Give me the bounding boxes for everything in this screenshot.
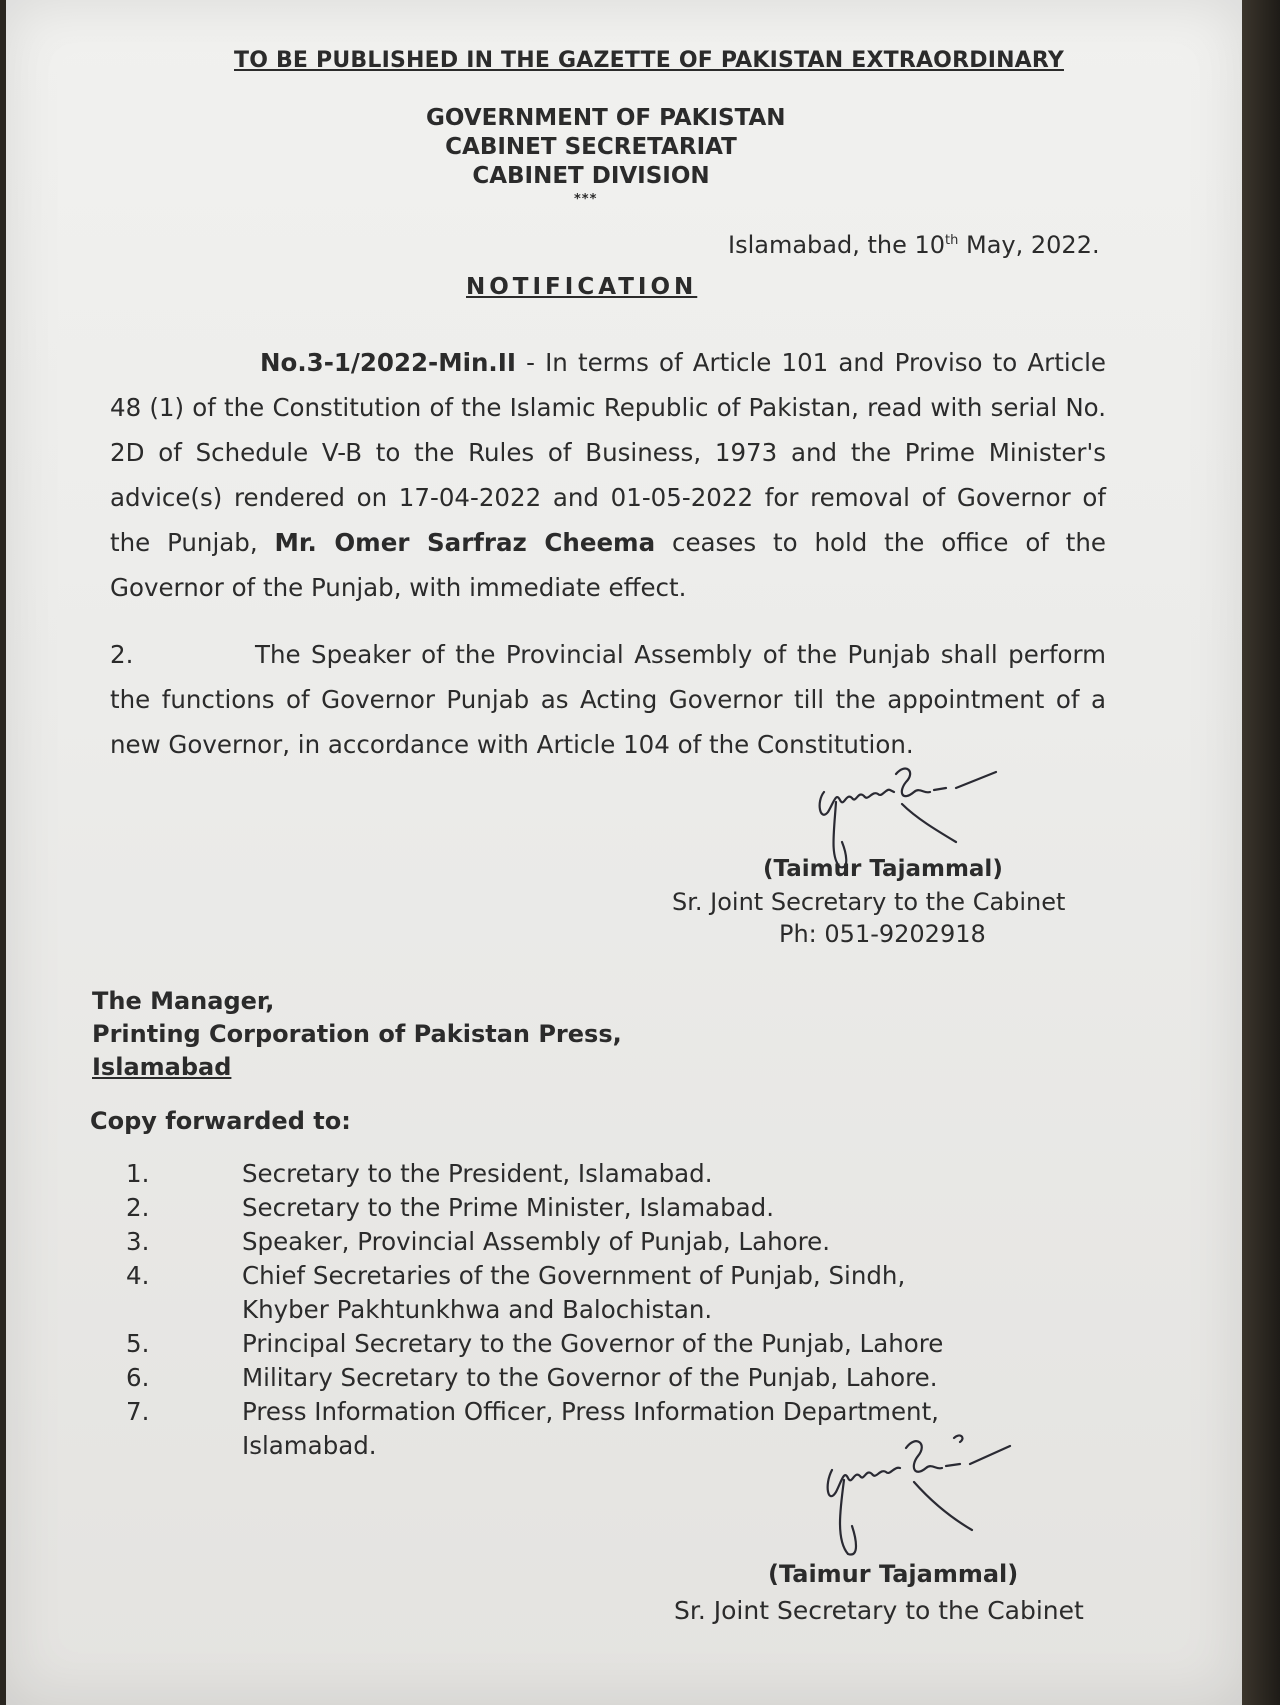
date-prefix: Islamabad, the 10 [728,231,946,259]
list-item-number: 6. [126,1363,150,1392]
list-item-text: Press Information Officer, Press Information Department, Islamabad. [242,1397,939,1460]
list-item [116,1157,1022,1191]
paragraph-2-text: The Speaker of the Provincial Assembly of the Punjab shall perform the functions of Governor Punjab as Acting Governor till the appointment of a new Governor, in accordance with Article 104 of the Constitution. [110,640,1106,759]
notification-title: NOTIFICATION [466,274,698,300]
addressee-block [92,985,622,1084]
signatory-1-designation: Sr. Joint Secretary to the Cabinet [672,888,1066,916]
document-page [6,0,1242,1705]
header-stars: *** [574,192,598,207]
addressee-line-1: The Manager, [92,987,275,1015]
addressee-line-3: Islamabad [92,1053,232,1081]
paragraph-2 [110,632,1106,767]
date-rest: May, 2022. [958,231,1100,259]
reference-number: No.3-1/2022-Min.II [260,348,516,377]
govt-line-3: CABINET DIVISION [472,163,710,189]
list-item [116,1191,1022,1225]
copy-forwarded-heading: Copy forwarded to: [90,1107,351,1135]
list-item-text: Chief Secretaries of the Government of Punjab, Sindh, Khyber Pakhtunkhwa and Balochistan. [242,1261,906,1324]
list-item-number: 3. [126,1227,150,1256]
handwritten-signature-2 [814,1430,1024,1560]
list-item-number: 5. [126,1329,150,1358]
issue-date [728,231,1100,259]
government-header [426,104,786,191]
addressee-line-2: Printing Corporation of Pakistan Press, [92,1020,622,1048]
date-ordinal: th [945,233,959,248]
list-item [116,1327,1022,1361]
govt-line-2: CABINET SECRETARIAT [445,134,737,160]
list-item [116,1361,1022,1395]
list-item-text: Principal Secretary to the Governor of the Punjab, Lahore [242,1329,944,1358]
paragraph-1-text-b: ceases to hold the office of the Governor of the Punjab, with immediate effect. [110,528,1106,602]
copy-forwarded-list [116,1157,1022,1463]
list-item [116,1259,1022,1327]
govt-line-1: GOVERNMENT OF PAKISTAN [426,105,786,131]
list-item-number: 2. [126,1193,150,1222]
list-item-text: Speaker, Provincial Assembly of Punjab, Lahore. [242,1227,831,1256]
gazette-heading: TO BE PUBLISHED IN THE GAZETTE OF PAKISTAN EXTRAORDINARY [234,48,1064,73]
list-item-number: 4. [126,1261,150,1290]
paragraph-1 [110,340,1106,610]
list-item-number: 1. [126,1159,150,1188]
signatory-2-designation: Sr. Joint Secretary to the Cabinet [674,1596,1084,1625]
list-item-text: Secretary to the President, Islamabad. [242,1159,713,1188]
signatory-1-phone: Ph: 051-9202918 [779,920,986,948]
governor-name: Mr. Omer Sarfraz Cheema [274,528,656,557]
list-item [116,1225,1022,1259]
list-item-number: 7. [126,1397,150,1426]
list-item-text: Military Secretary to the Governor of the Punjab, Lahore. [242,1363,938,1392]
paragraph-1-text-a: - In terms of Article 101 and Proviso to Article 48 (1) of the Constitution of the Islamic Republic of Pakistan, read with serial No. 2D of Schedule V-B to the Rules of Business, 1973 and the Prime Minister's advice(s) rendered on 17-04-2022 and 01-05-2022 for removal of Governor of the Punjab, [110,348,1106,557]
paragraph-2-number: 2. [110,640,134,669]
desk-background-edge [1242,0,1280,1705]
signatory-2-name: (Taimur Tajammal) [768,1560,1019,1588]
signatory-1-name: (Taimur Tajammal) [763,856,1003,882]
list-item-text: Secretary to the Prime Minister, Islamabad. [242,1193,774,1222]
